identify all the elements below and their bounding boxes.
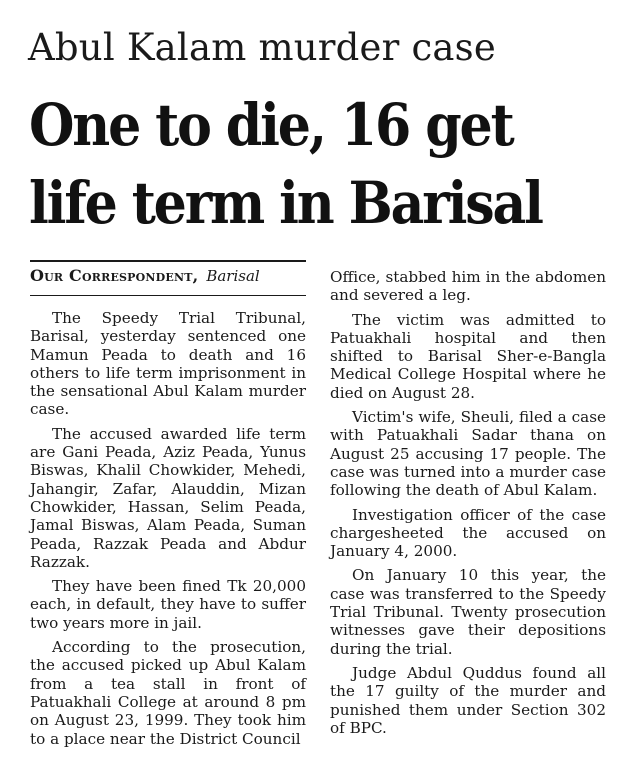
byline-place: Barisal: [206, 267, 260, 285]
article-headline: [29, 86, 551, 242]
paragraph: Victim's wife, Sheuli, filed a case with Patuakhali Sadar thana on August 25 accusing 17 people. The case was turned into a murder case following the death of Abul Kalam.: [330, 408, 606, 500]
byline-bottom-rule: [30, 295, 306, 296]
paragraph: Investigation officer of the case chargesheeted the accused on January 4, 2000.: [330, 505, 606, 561]
article-kicker: Abul Kalam murder case: [28, 26, 496, 69]
headline-line-1: One to die, 16 get: [29, 91, 513, 159]
paragraph: The accused awarded life term are Gani Peada, Aziz Peada, Yunus Biswas, Khalil Chowkider, Mehedi, Jahangir, Zafar, Alauddin, Mizan Chowkider, Hassan, Selim Peada, Jamal Biswas, Alam Peada, Suman Peada, Razzak Peada and Abdur Razzak.: [30, 424, 306, 571]
byline: [30, 265, 260, 287]
article-column-left: [30, 309, 306, 754]
paragraph: On January 10 this year, the case was transferred to the Speedy Trial Tribunal. Twenty prosecution witnesses gave their depositions during the trial.: [330, 566, 606, 658]
paragraph: Judge Abdul Quddus found all the 17 guilty of the murder and punished them under Section 302 of BPC.: [330, 663, 606, 737]
paragraph: According to the prosecution, the accused picked up Abul Kalam from a tea stall in front of Patuakhali College at around 8 pm on August 23, 1999. They took him to a place near the District Council: [30, 638, 306, 748]
paragraph: They have been fined Tk 20,000 each, in default, they have to suffer two years more in jail.: [30, 577, 306, 632]
headline-line-2: life term in Barisal: [29, 169, 542, 237]
byline-name: Our Correspondent: [30, 266, 193, 285]
byline-top-rule: [30, 260, 306, 262]
paragraph: The Speedy Trial Tribunal, Barisal, yesterday sentenced one Mamun Peada to death and 16 others to life term imprisonment in the sensational Abul Kalam murder case.: [30, 309, 306, 419]
byline-separator: ,: [192, 266, 199, 285]
paragraph-continued: Office, stabbed him in the abdomen and severed a leg.: [330, 268, 606, 305]
paragraph: The victim was admitted to Patuakhali hospital and then shifted to Barisal Sher-e-Bangla Medical College Hospital where he died on August 28.: [330, 310, 606, 402]
article-column-right: [330, 268, 606, 743]
